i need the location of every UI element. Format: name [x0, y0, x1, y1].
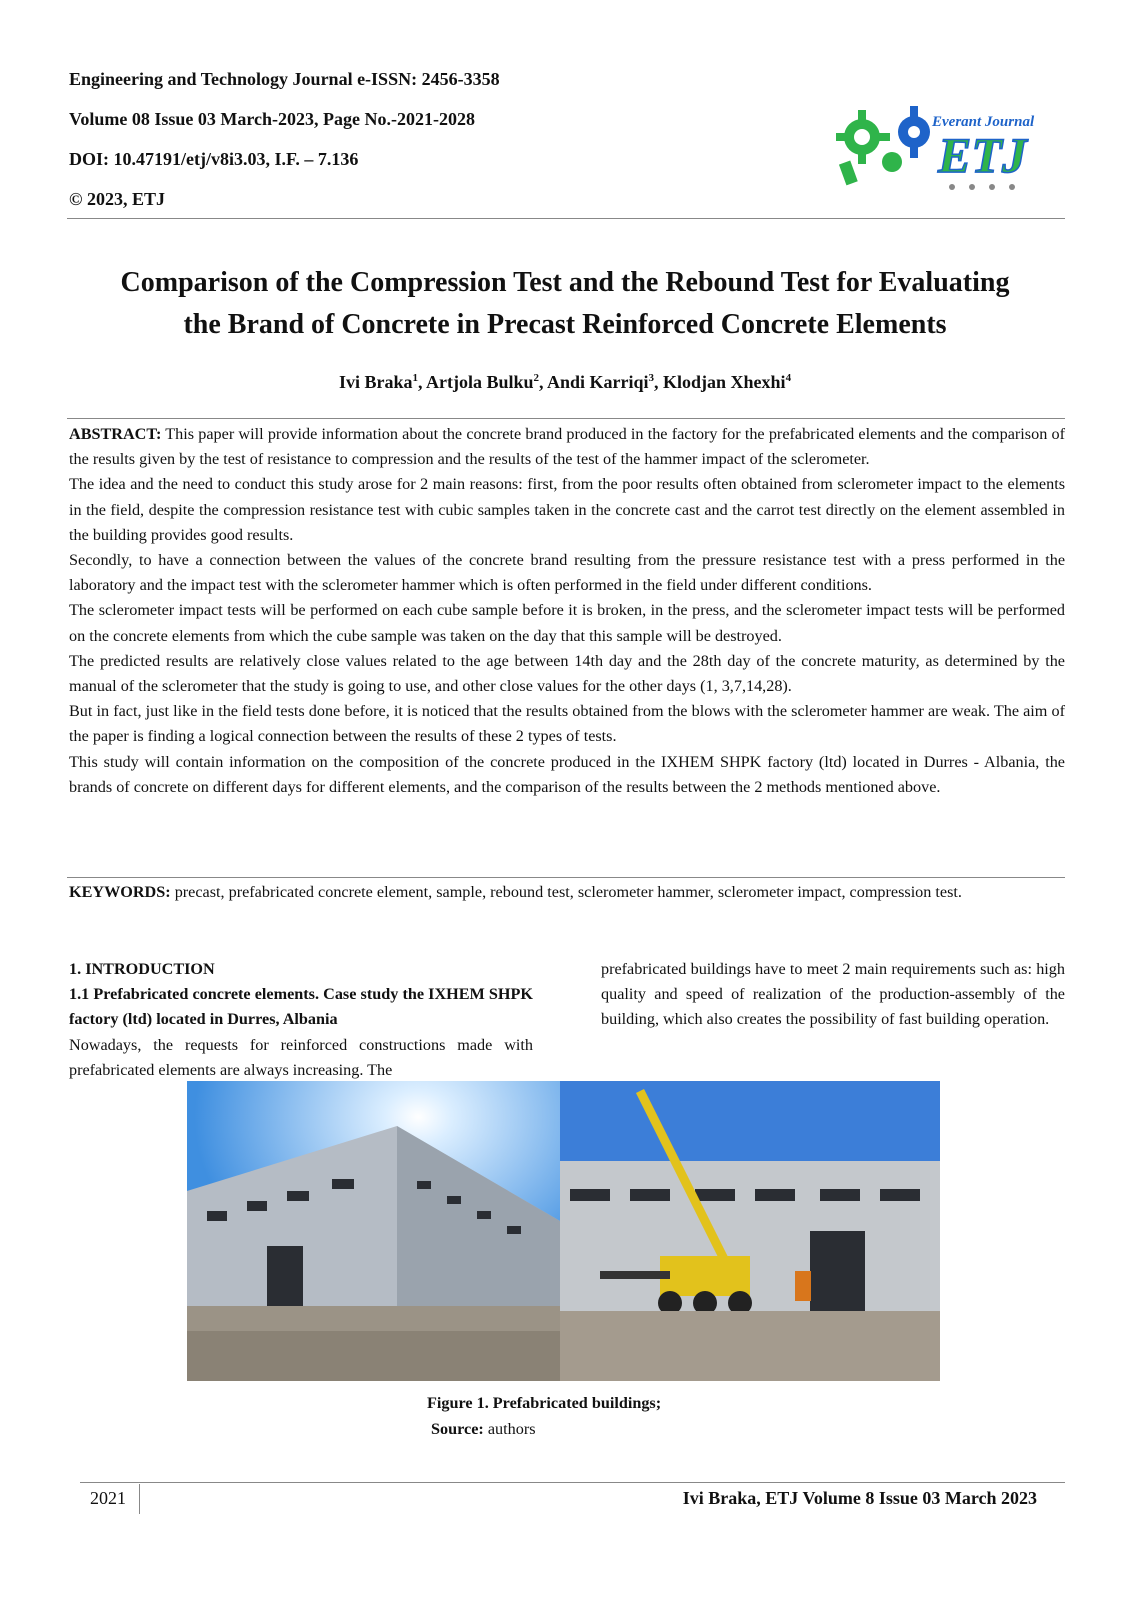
figure-caption	[427, 1390, 661, 1442]
copyright: © 2023, ETJ	[69, 189, 165, 209]
author-affiliation: 1	[412, 372, 418, 384]
abstract	[69, 422, 1065, 800]
intro-column-left	[69, 957, 533, 1083]
paper-title	[60, 262, 1070, 346]
journal-logo	[832, 92, 1050, 200]
section-heading: 1. INTRODUCTION	[69, 960, 215, 978]
author-affiliation: 3	[648, 372, 655, 384]
keywords	[69, 880, 1065, 905]
author-name: Andi Karriqi	[547, 372, 649, 392]
figure-source-label: Source:	[431, 1420, 484, 1438]
logo-main-text: ETJ	[938, 127, 1027, 183]
volume-info: Volume 08 Issue 03 March-2023, Page No.-2021-2028	[69, 109, 475, 129]
abstract-paragraph: The idea and the need to conduct this study arose for 2 main reasons: first, from the poor results often obtained from sclerometer impact to the elements in the field, despite the compression resistance test with cubic samples taken in the concrete cast and the carrot test directly on the element assembled in the building provides good results.	[69, 475, 1065, 544]
footer-separator	[139, 1484, 140, 1514]
abstract-paragraph: The sclerometer impact tests will be performed on each cube sample before it is broken, in the press, and the sclerometer impact tests will be performed on the concrete elements from which the cube sample was taken on the day that this sample will be destroyed.	[69, 601, 1065, 645]
author-list: Ivi Braka$^1$, Artjola Bulku$^2$, Andi Karriqi$^3$, Klodjan Xhexhi$^4$	[338, 372, 792, 392]
title-line-1: Comparison of the Compression Test and the Rebound Test for Evaluating	[120, 267, 1010, 298]
abstract-paragraph: The predicted results are relatively close values related to the age between 14th day and the 28th day of the concrete maturity, as determined by the manual of the sclerometer that the study is going to use, and other close values for the other days (1, 3,7,14,28).	[69, 651, 1065, 696]
author-name: Klodjan Xhexhi	[663, 372, 786, 392]
author-name: Ivi Braka	[338, 372, 413, 392]
footer-rule	[80, 1482, 1065, 1483]
author-name: Artjola Bulku	[425, 372, 534, 392]
header-rule	[67, 218, 1065, 219]
intro-text-left: Nowadays, the requests for reinforced constructions made with prefabricated elements are always increasing. The	[69, 1035, 533, 1079]
abstract-top-rule	[67, 418, 1065, 419]
author-affiliation: 2	[533, 372, 539, 384]
photo-building-right	[560, 1081, 940, 1381]
abstract-paragraph: Secondly, to have a connection between the values of the concrete brand resulting from the pressure resistance test with a press performed in the laboratory and the impact test with the sclerometer hammer which is often performed in the field under different conditions.	[69, 551, 1065, 595]
page-number: 2021	[90, 1488, 126, 1508]
figure-source-text: authors	[483, 1420, 536, 1438]
abstract-paragraph: But in fact, just like in the field tests done before, it is noticed that the results obtained from the blows with the sclerometer hammer are weak. The aim of the paper is finding a logical connection between the results of these 2 types of tests.	[69, 702, 1065, 746]
intro-text-right: prefabricated buildings have to meet 2 main requirements such as: high quality and speed of realization of the production-assembly of the building, which also creates the possibility of fast building operation.	[601, 960, 1065, 1029]
logo-top-text: Everant Journal	[932, 114, 1035, 130]
title-line-2: the Brand of Concrete in Precast Reinforced Concrete Elements	[183, 309, 947, 340]
doi-info: DOI: 10.47191/etj/v8i3.03, I.F. – 7.136	[69, 149, 359, 169]
keywords-rule	[67, 877, 1065, 878]
keywords-text: precast, prefabricated concrete element, sample, rebound test, sclerometer hammer, sclerometer impact, compression test.	[170, 883, 962, 901]
author-affiliation: 4	[785, 372, 792, 384]
journal-name: Engineering and Technology Journal e-ISSN: 2456-3358	[69, 69, 500, 89]
subsection-heading: 1.1 Prefabricated concrete elements. Case study the IXHEM SHPK factory (ltd) located in Durres, Albania	[69, 985, 533, 1029]
running-footer: Ivi Braka, ETJ Volume 8 Issue 03 March 2023	[682, 1488, 1037, 1508]
intro-column-right	[601, 957, 1065, 1033]
abstract-paragraph: This study will contain information on the composition of the concrete produced in the IXHEM SHPK factory (ltd) located in Durres - Albania, the brands of concrete on different days for different elements, and the comparison of the results between the 2 methods mentioned above.	[69, 752, 1065, 796]
photo-building-left	[187, 1081, 560, 1381]
abstract-paragraph: This paper will provide information about the concrete brand produced in the factory for the prefabricated elements and the comparison of the results given by the test of resistance to compression and the results of the test of the hammer impact of the sclerometer.	[69, 425, 1065, 469]
keywords-label: KEYWORDS:	[69, 883, 171, 901]
abstract-label: ABSTRACT:	[69, 425, 162, 443]
figure-title: Figure 1. Prefabricated buildings;	[427, 1394, 662, 1412]
